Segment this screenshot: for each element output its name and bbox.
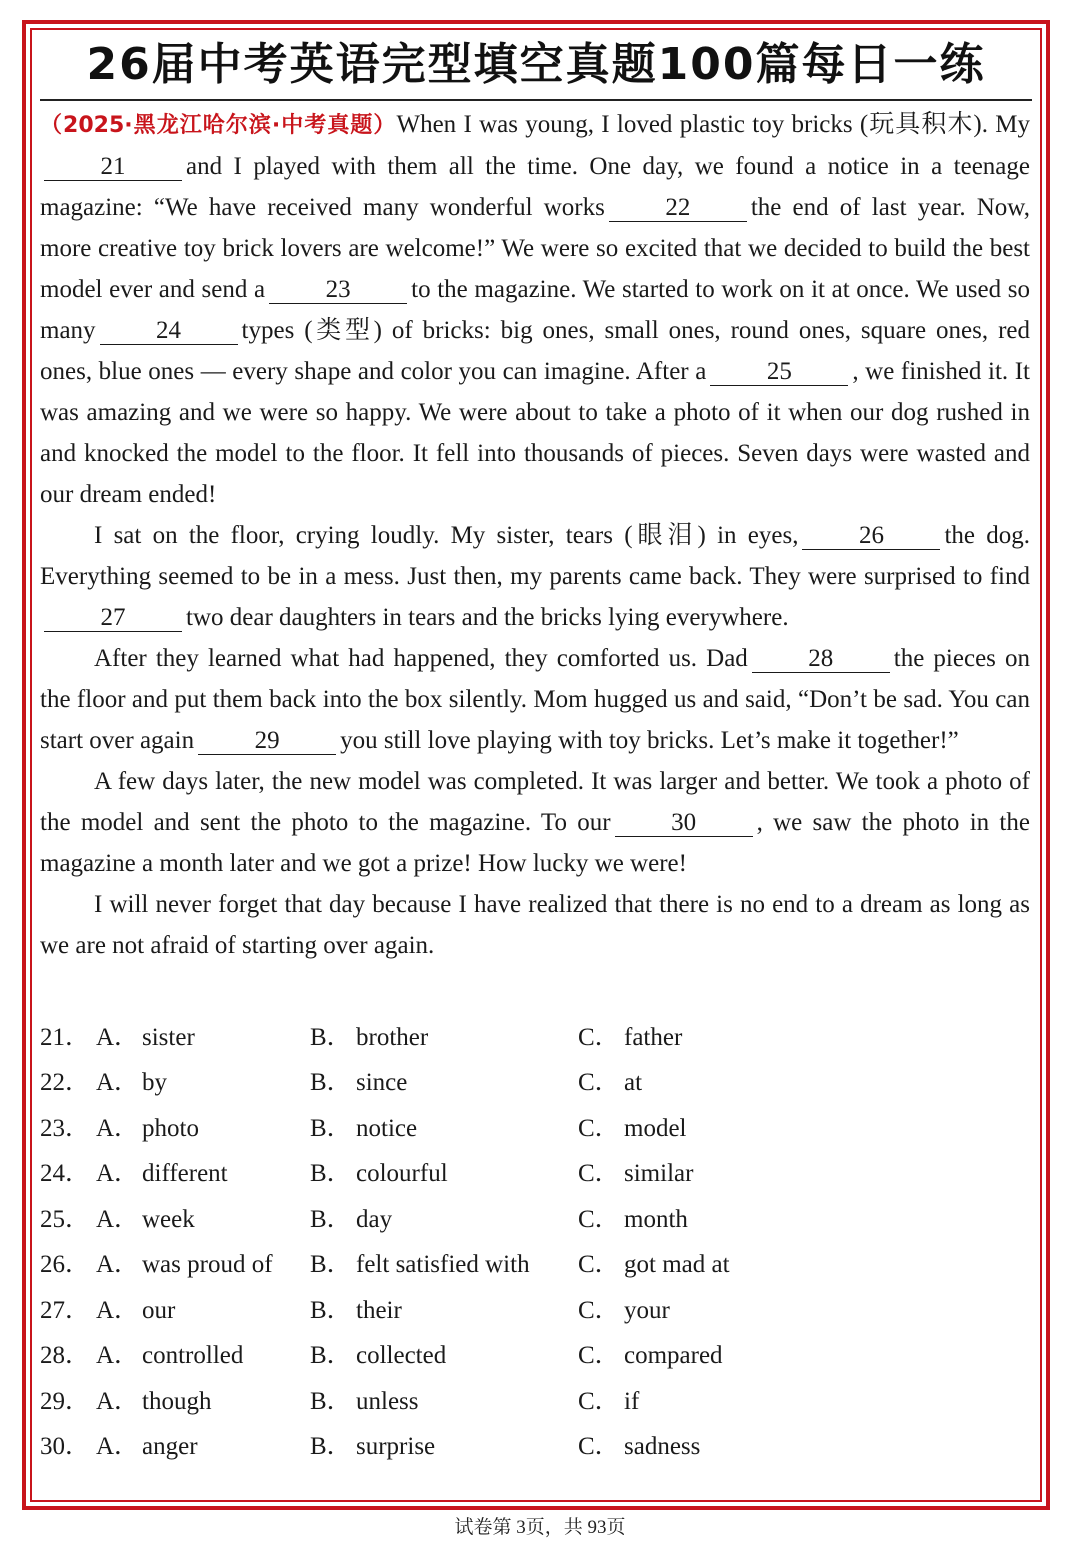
- option-a[interactable]: A． though: [96, 1387, 212, 1415]
- question-row: [40, 1058, 1030, 1104]
- option-c[interactable]: C． father: [578, 1023, 683, 1051]
- paragraph-3: After they learned what had happened, they comforted us. Dad 28 the pieces on the floor and put them back into the box silently. Mom hugged us and said, “Don’t be sad. You can start over again 29 you still love playing with toy bricks. Let’s make it together!”: [40, 645, 1030, 754]
- question-row: [40, 1103, 1030, 1149]
- option-b[interactable]: B． collected: [310, 1342, 447, 1370]
- option-c[interactable]: C． got mad at: [578, 1251, 730, 1279]
- option-b[interactable]: B． day: [310, 1205, 393, 1233]
- blank-28[interactable]: 28: [752, 646, 890, 673]
- option-b[interactable]: B． felt satisfied with: [310, 1251, 530, 1279]
- option-b[interactable]: B． notice: [310, 1114, 418, 1142]
- option-c[interactable]: C． compared: [578, 1342, 723, 1370]
- blank-24[interactable]: 24: [100, 318, 238, 345]
- question-number: 25．: [40, 1205, 91, 1233]
- paragraph-5: I will never forget that day because I have realized that there is no end to a dream as long as we are not afraid of starting over again.: [40, 891, 1030, 959]
- question-number: 30．: [40, 1433, 91, 1461]
- option-b[interactable]: B． their: [310, 1296, 402, 1324]
- question-row: [40, 1331, 1030, 1377]
- question-number: 24．: [40, 1160, 91, 1188]
- option-a[interactable]: A． different: [96, 1160, 228, 1188]
- question-number: 21．: [40, 1023, 91, 1051]
- question-number: 29．: [40, 1387, 91, 1415]
- option-c[interactable]: C． model: [578, 1114, 687, 1142]
- page-footer: 试卷第 3页，共 93页: [454, 1517, 626, 1538]
- option-c[interactable]: C． your: [578, 1296, 670, 1324]
- option-b[interactable]: B． unless: [310, 1387, 419, 1415]
- blank-29[interactable]: 29: [198, 728, 336, 755]
- question-number: 28．: [40, 1342, 91, 1370]
- option-a[interactable]: A． our: [96, 1296, 176, 1324]
- option-b[interactable]: B． brother: [310, 1023, 429, 1051]
- option-c[interactable]: C． similar: [578, 1160, 694, 1188]
- option-b[interactable]: B． colourful: [310, 1160, 448, 1188]
- blank-26[interactable]: 26: [802, 523, 940, 550]
- option-a[interactable]: A． week: [96, 1205, 195, 1233]
- blank-25[interactable]: 25: [710, 359, 848, 386]
- option-c[interactable]: C． if: [578, 1387, 640, 1415]
- question-number: 22．: [40, 1069, 91, 1097]
- paragraph-4: A few days later, the new model was completed. It was larger and better. We took a photo of the model and sent the photo to the magazine. To our 30 , we saw the photo in the magazine a month later and we got a prize! How lucky we were!: [40, 768, 1030, 877]
- question-row: [40, 1240, 1030, 1286]
- option-a[interactable]: A． photo: [96, 1114, 199, 1142]
- option-a[interactable]: A． controlled: [96, 1342, 244, 1370]
- paragraph-1: （2025·黑龙江哈尔滨·中考真题）When I was young, I loved plastic toy bricks (玩具积木). My21 and I played with them all the time. One day, we found a notice in a teenage magazine: “We have received many wonderful works 22 the end of last year. Now, more creative toy brick lovers are welcome!” We were so excited that we decided to build the best model ever and send a 23 to the magazine. We started to work on it at once. We used so many 24 types (类型) of bricks: big ones, small ones, round ones, square ones, red ones, blue ones — every shape and color you can imagine. After a 25 , we finished it. It was amazing and we were so happy. We were about to take a photo of it when our dog rushed in and knocked the model to the floor. It fell into thousands of pieces. Seven days were wasted and our dream ended!: [40, 111, 1031, 508]
- option-a[interactable]: A． sister: [96, 1023, 195, 1051]
- title-divider: [40, 99, 1032, 101]
- blank-21[interactable]: 21: [44, 154, 182, 181]
- option-b[interactable]: B． surprise: [310, 1433, 436, 1461]
- blank-27[interactable]: 27: [44, 605, 182, 632]
- option-a[interactable]: A． by: [96, 1069, 167, 1097]
- option-a[interactable]: A． was proud of: [96, 1251, 273, 1279]
- paragraph-2: I sat on the floor, crying loudly. My sister, tears (眼泪) in eyes, 26 the dog. Everything seemed to be in a mess. Just then, my parents came back. They were surprised to find27 two dear daughters in tears and the bricks lying everywhere.: [40, 522, 1031, 631]
- option-c[interactable]: C． sadness: [578, 1433, 701, 1461]
- answer-options: [40, 1012, 1030, 1467]
- blank-30[interactable]: 30: [615, 810, 753, 837]
- question-row: [40, 1376, 1030, 1422]
- question-row: [40, 1012, 1030, 1058]
- question-row: [40, 1285, 1030, 1331]
- source-label: （2025·黑龙江哈尔滨·中考真题）: [40, 113, 397, 138]
- option-b[interactable]: B． since: [310, 1069, 408, 1097]
- page-title: 26届中考英语完型填空真题100篇每日一练: [86, 39, 986, 90]
- question-number: 27．: [40, 1296, 91, 1324]
- blank-23[interactable]: 23: [269, 277, 407, 304]
- question-row: [40, 1149, 1030, 1195]
- option-a[interactable]: A． anger: [96, 1433, 198, 1461]
- blank-22[interactable]: 22: [609, 195, 747, 222]
- passage: [40, 104, 1030, 966]
- question-number: 26．: [40, 1251, 91, 1279]
- question-row: [40, 1194, 1030, 1240]
- question-row: [40, 1422, 1030, 1468]
- question-number: 23．: [40, 1114, 91, 1142]
- option-c[interactable]: C． at: [578, 1069, 643, 1097]
- option-c[interactable]: C． month: [578, 1205, 688, 1233]
